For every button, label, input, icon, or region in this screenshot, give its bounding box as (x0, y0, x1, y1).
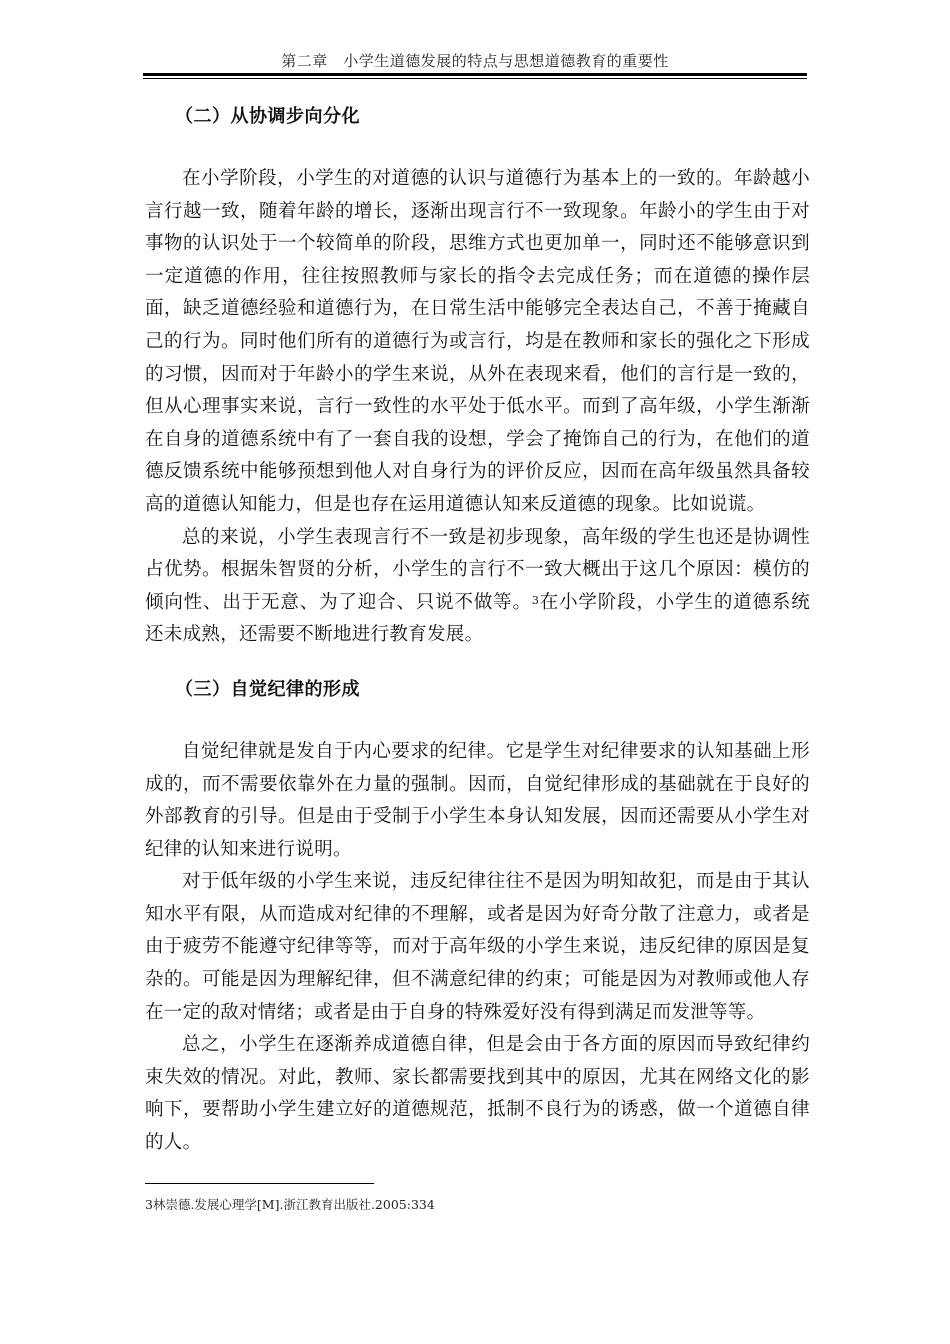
paragraph: 对于低年级的小学生来说，违反纪律往往不是因为明知故犯，而是由于其认知水平有限，从而造成对纪律的不理解，或者是因为好奇分散了注意力，或者是由于疲劳不能遵守纪律等等，而对于高年级的小学生来说，违反纪律的原因是复杂的。可能是因为理解纪律，但不满意纪律的约束；可能是因为对教师或他人存在一定的敌对情绪；或者是由于自身的特殊爱好没有得到满足而发泄等等。 (145, 871, 810, 1023)
paragraph-text: 总的来说，小学生表现言行不一致是初步现象，高年级的学生也还是协调性占优势。根据朱智贤的分析，小学生的言行不一致大概出于这几个原因：模仿的倾向性、出于无意、为了迎合、只说不做等。 (145, 526, 810, 613)
footnote-reference[interactable]: 3 (531, 593, 540, 607)
footnote-separator (145, 1183, 374, 1184)
header-rule-thin (143, 78, 807, 79)
paragraph-text-tail: 在小学阶段，小学生的道德系统还未成熟，还需要不断地进行教育发展。 (145, 591, 810, 646)
paragraph-with-footnote (145, 522, 810, 652)
paragraph: 总之，小学生在逐渐养成道德自律，但是会由于各方面的原因而导致纪律约束失效的情况。对此，教师、家长都需要找到其中的原因，尤其在网络文化的影响下，要帮助小学生建立好的道德规范，抵制不良行为的诱惑，做一个道德自律的人。 (145, 1034, 810, 1154)
running-header: 第二章 小学生道德发展的特点与思想道德教育的重要性 (281, 52, 669, 70)
body-content (145, 99, 810, 1160)
paragraph: 在小学阶段，小学生的对道德的认识与道德行为基本上的一致的。年龄越小言行越一致，随着年龄的增长，逐渐出现言行不一致现象。年龄小的学生由于对事物的认识处于一个较简单的阶段，思维方式也更加单一，同时还不能够意识到一定道德的作用，往往按照教师与家长的指令去完成任务；而在道德的操作层面，缺乏道德经验和道德行为，在日常生活中能够完全表达自己，不善于掩藏自己的行为。同时他们所有的道德行为或言行，均是在教师和家长的强化之下形成的习惯，因而对于年龄小的学生来说，从外在表现来看，他们的言行是一致的，但从心理事实来说，言行一致性的水平处于低水平。而到了高年级，小学生渐渐在自身的道德系统中有了一套自我的设想，学会了掩饰自己的行为，在他们的道德反馈系统中能够预想到他人对自身行为的评价反应，因而在高年级虽然具备较高的道德认知能力，但是也存在运用道德认知来反道德的现象。比如说谎。 (145, 168, 810, 515)
footnote: 3林崇德.发展心理学[M].浙江教育出版社.2005:334 (145, 1197, 435, 1212)
header-rule (143, 73, 807, 76)
section-heading-3: （三）自觉纪律的形成 (175, 678, 360, 700)
paragraph: 自觉纪律就是发自于内心要求的纪律。它是学生对纪律要求的认知基础上形成的，而不需要依靠外在力量的强制。因而，自觉纪律形成的基础就在于良好的外部教育的引导。但是由于受制于小学生本身认知发展，因而还需要从小学生对纪律的认知来进行说明。 (145, 740, 810, 860)
section-heading-2: （二）从协调步向分化 (175, 106, 360, 127)
